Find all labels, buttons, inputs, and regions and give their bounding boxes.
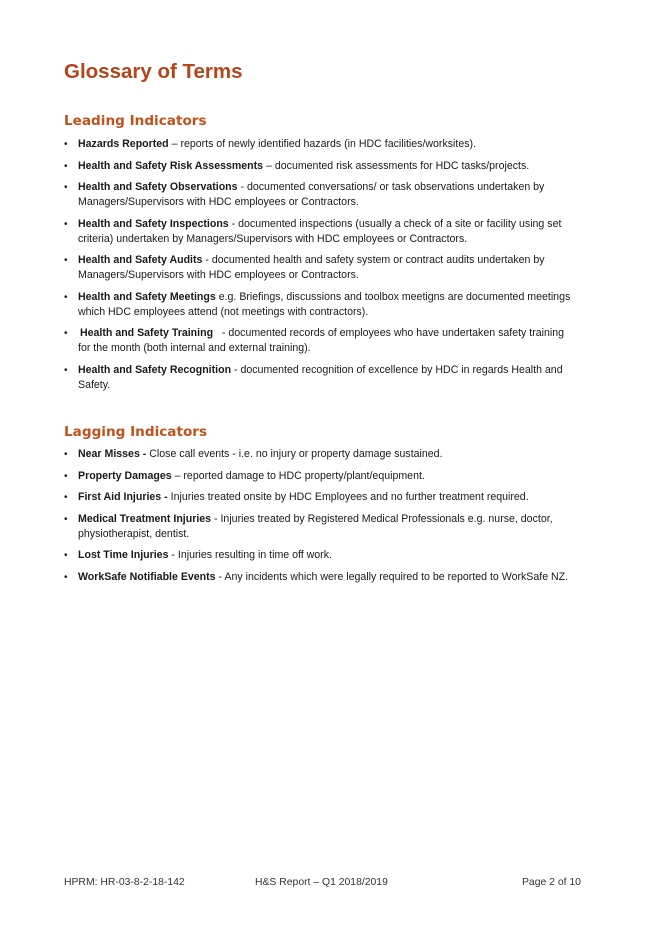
definition: reports of newly identified hazards (in HDC facilities/worksites). <box>180 138 477 150</box>
list-item <box>64 253 578 283</box>
definition: Any incidents which were legally required to be reported to WorkSafe NZ. <box>224 570 569 583</box>
leading-indicators-heading: Leading Indicators <box>64 113 207 129</box>
term: Health and Safety Inspections <box>78 217 229 230</box>
list-item <box>64 469 578 484</box>
lagging-indicators-heading: Lagging Indicators <box>64 424 208 440</box>
footer-page-number: Page 2 of 10 <box>522 877 581 888</box>
list-item <box>64 290 578 320</box>
definition: documented inspections (usually a check of a site or facility using set criteria) undertaken by Managers/Supervisors with HDC employees or Contractors. <box>78 217 562 245</box>
term: Health and Safety Audits <box>78 254 203 266</box>
definition: documented risk assessments for HDC tasks/projects. <box>274 159 530 172</box>
separator: – <box>168 138 181 150</box>
term: Near Misses - <box>78 448 147 460</box>
separator: - <box>213 327 229 339</box>
separator: - <box>211 512 221 525</box>
leading-indicators-list <box>64 137 578 399</box>
definition: Injuries resulting in time off work. <box>177 549 332 561</box>
definition: documented health and safety system or contract audits undertaken by Managers/Supervisors with HDC employees or Contractors. <box>78 254 545 281</box>
separator: - <box>202 254 212 266</box>
term: Property Damages <box>78 469 172 482</box>
list-item <box>64 326 578 356</box>
separator: - <box>228 217 239 230</box>
list-item <box>64 363 578 393</box>
term: Health and Safety Observations <box>78 181 238 193</box>
footer-document-ref: HPRM: HR-03-8-2-18-142 <box>64 877 185 888</box>
term: Medical Treatment Injuries <box>78 512 212 525</box>
list-item <box>64 159 578 174</box>
footer-report-title: H&S Report – Q1 2018/2019 <box>255 877 388 888</box>
definition: documented recognition of excellence by HDC in regards Health and Safety. <box>78 363 563 391</box>
list-item <box>64 180 578 210</box>
list-item <box>64 548 578 563</box>
separator: – <box>263 159 275 172</box>
definition: Injuries treated onsite by HDC Employees and no further treatment required. <box>170 491 529 503</box>
definition: Close call events - i.e. no injury or property damage sustained. <box>149 448 443 460</box>
separator: - <box>237 181 247 193</box>
definition: documented records of employees who have undertaken safety training for the month (both internal and external training). <box>78 327 565 354</box>
page-title: Glossary of Terms <box>64 60 243 83</box>
term: Health and Safety Recognition <box>78 363 232 376</box>
term: Lost Time Injuries <box>78 549 169 561</box>
separator: - <box>168 549 178 561</box>
separator: - <box>215 570 225 583</box>
term: Health and Safety Meetings <box>78 290 216 303</box>
term: WorkSafe Notifiable Events <box>78 570 216 583</box>
lagging-indicators-list <box>64 447 578 591</box>
definition: reported damage to HDC property/plant/equipment. <box>183 469 425 482</box>
separator: – <box>171 469 184 482</box>
separator: - <box>231 363 241 376</box>
term: Health and Safety Training <box>80 327 214 339</box>
list-item <box>64 217 578 247</box>
definition: Injuries treated by Registered Medical Professionals e.g. nurse, doctor, physiotherapist, dentist. <box>78 512 553 540</box>
term: Health and Safety Risk Assessments <box>78 159 264 172</box>
list-item <box>64 570 578 585</box>
term: Hazards Reported <box>78 138 169 150</box>
definition: e.g. Briefings, discussions and toolbox meetigns are documented meetings which HDC employees attend (not meetings with contractors). <box>78 290 571 318</box>
term: First Aid Injuries - <box>78 491 168 503</box>
list-item <box>64 512 578 542</box>
list-item <box>64 447 578 462</box>
list-item <box>64 137 578 152</box>
definition: documented conversations/ or task observations undertaken by Managers/Supervisors with HDC employees or Contractors. <box>78 181 545 208</box>
list-item <box>64 490 578 505</box>
